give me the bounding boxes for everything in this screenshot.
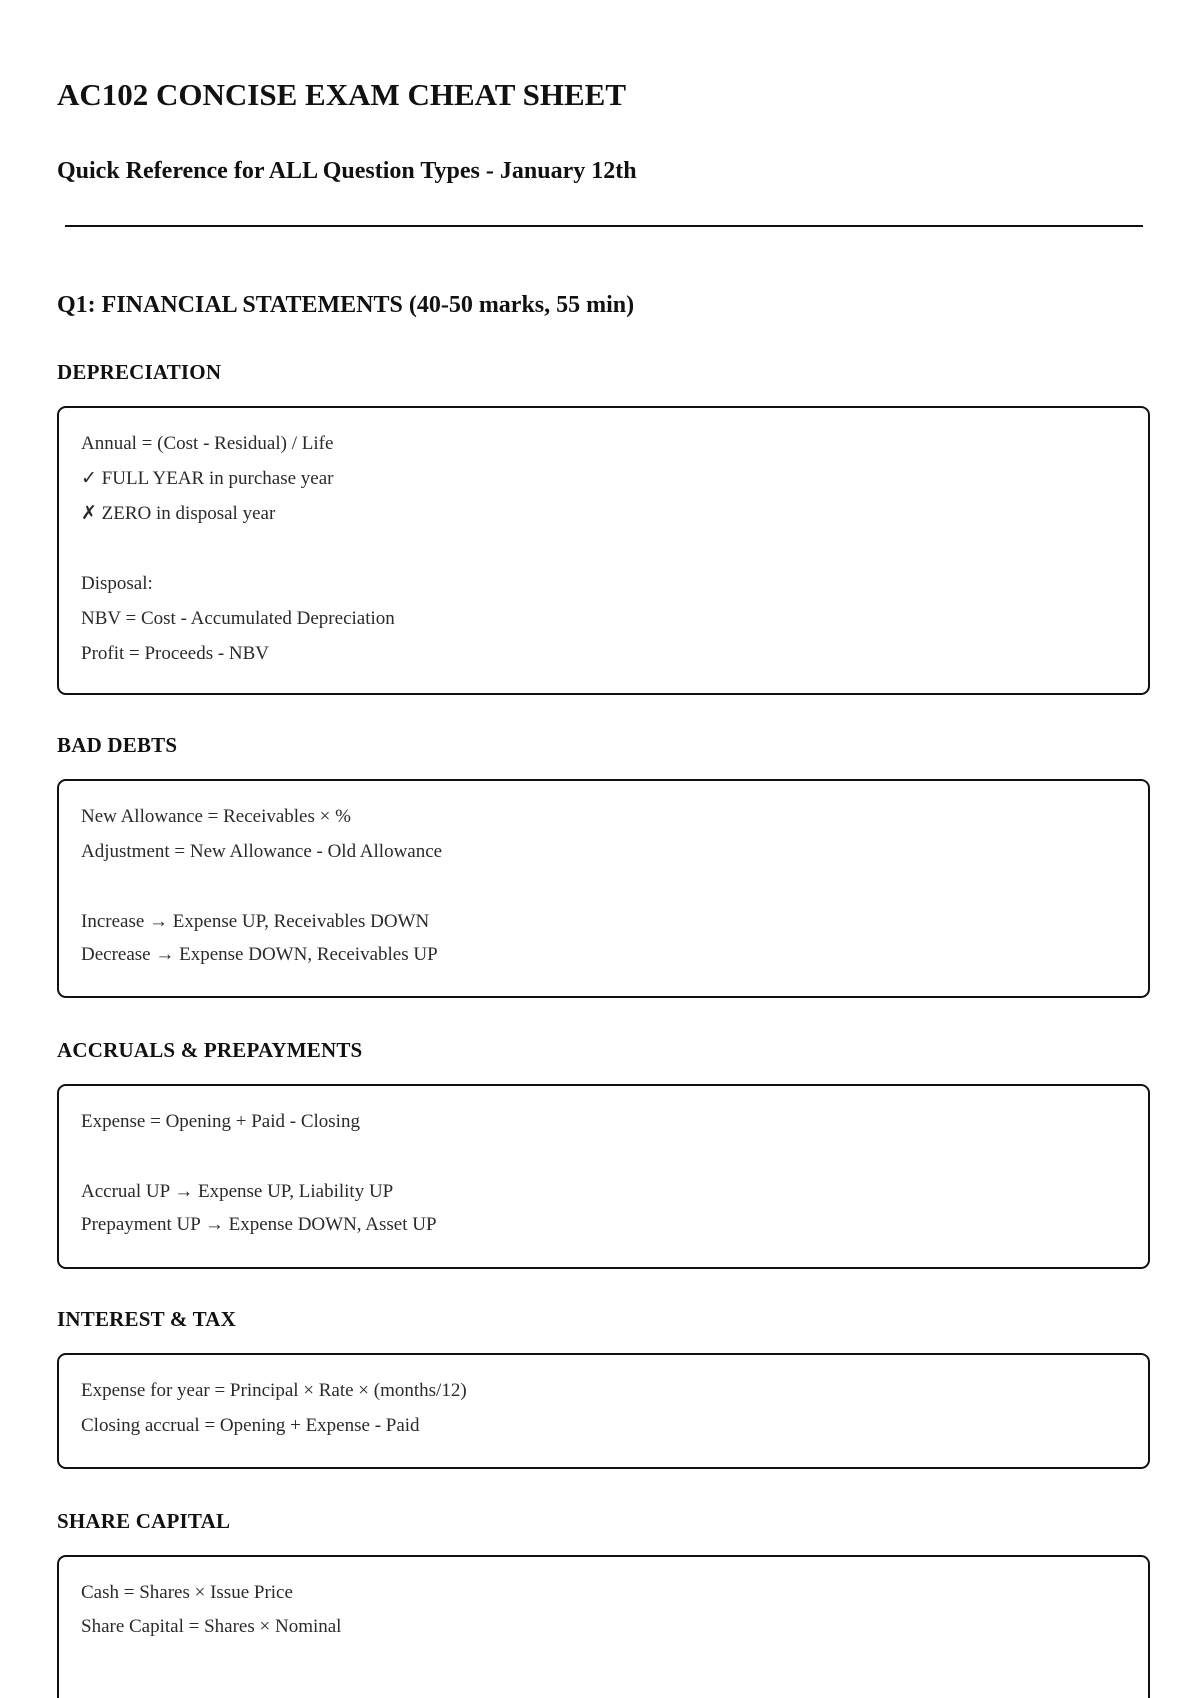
formula-line: Adjustment = New Allowance - Old Allowance [81, 841, 443, 862]
formula-line: NBV = Cost - Accumulated Depreciation [81, 608, 395, 629]
share-capital-heading: SHARE CAPITAL [57, 1509, 231, 1533]
formula-line: Accrual UP → Expense UP, Liability UP [81, 1181, 394, 1202]
formula-line: Decrease → Expense DOWN, Receivables UP [81, 944, 438, 965]
formula-line: New Allowance = Receivables × % [81, 806, 351, 827]
formula-line: Expense for year = Principal × Rate × (months/12) [81, 1380, 467, 1401]
formula-line: Closing accrual = Opening + Expense - Paid [81, 1415, 420, 1436]
formula-line: Prepayment UP → Expense DOWN, Asset UP [81, 1214, 437, 1235]
document-title: AC102 CONCISE EXAM CHEAT SHEET [57, 77, 627, 112]
depreciation-formula-box [57, 406, 1150, 695]
formula-line: Disposal: [81, 573, 153, 594]
formula-line: Increase → Expense UP, Receivables DOWN [81, 911, 430, 932]
bad-debts-heading: BAD DEBTS [57, 733, 178, 757]
accruals-prepayments-heading: ACCRUALS & PREPAYMENTS [57, 1038, 363, 1062]
interest-tax-formula-box [57, 1353, 1150, 1469]
formula-line: Expense = Opening + Paid - Closing [81, 1111, 360, 1132]
formula-line: ✗ ZERO in disposal year [81, 503, 276, 524]
depreciation-heading: DEPRECIATION [57, 360, 222, 384]
formula-line: Profit = Proceeds - NBV [81, 643, 270, 664]
formula-line: ✓ FULL YEAR in purchase year [81, 468, 334, 489]
accruals-prepayments-formula-box [57, 1084, 1150, 1269]
bad-debts-formula-box [57, 779, 1150, 998]
formula-line: Share Capital = Shares × Nominal [81, 1616, 342, 1637]
formula-line: Cash = Shares × Issue Price [81, 1582, 293, 1603]
horizontal-divider [65, 225, 1143, 227]
share-capital-formula-box [57, 1555, 1150, 1698]
interest-tax-heading: INTEREST & TAX [57, 1307, 237, 1331]
document-subtitle: Quick Reference for ALL Question Types - January 12th [57, 158, 637, 184]
section-title: Q1: FINANCIAL STATEMENTS (40-50 marks, 55 min) [57, 292, 635, 318]
formula-line: Annual = (Cost - Residual) / Life [81, 433, 334, 454]
